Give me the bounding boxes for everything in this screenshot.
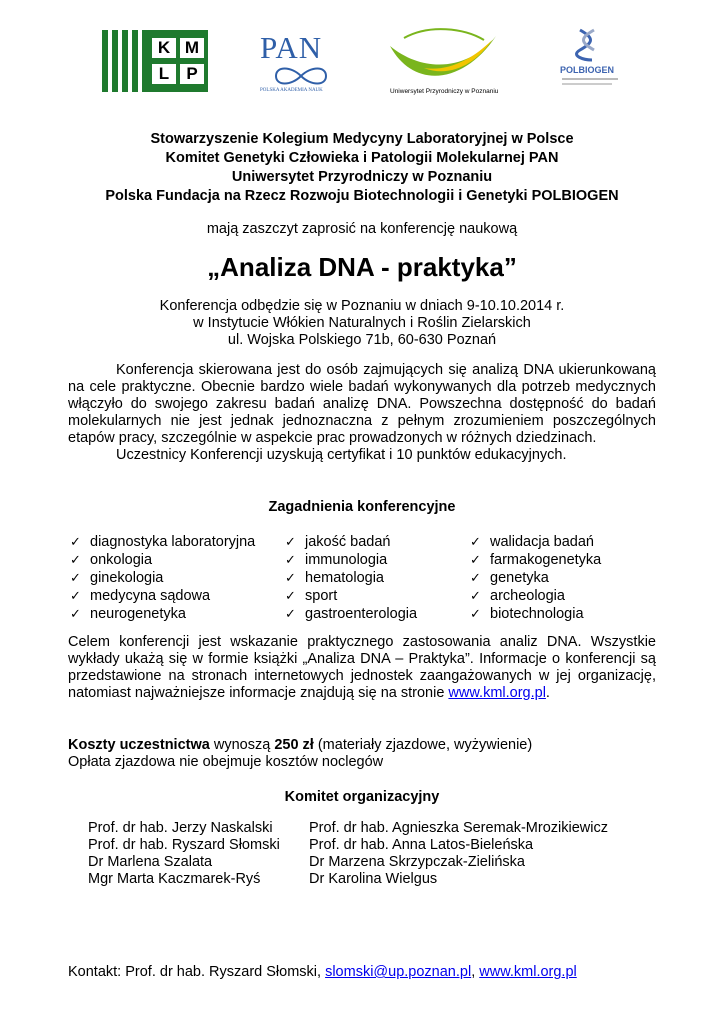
costs-line: Koszty uczestnictwa wynoszą 250 zł (materiały zjazdowe, wyżywienie) bbox=[68, 737, 533, 753]
intro-paragraph: Uczestnicy Konferencji uzyskują certyfikat i 10 punktów edukacyjnych. bbox=[116, 447, 567, 463]
check-icon: ✓ bbox=[470, 606, 481, 621]
check-icon: ✓ bbox=[70, 534, 81, 549]
committee-column bbox=[88, 820, 280, 888]
venue-info bbox=[0, 298, 724, 349]
polbiogen-name: POLBIOGEN bbox=[560, 65, 615, 75]
polbiogen-subtitle-line bbox=[562, 83, 612, 85]
pan-caption: POLSKA AKADEMIA NAUK bbox=[260, 88, 323, 93]
pan-name: PAN bbox=[260, 30, 323, 65]
topic-item: ✓ gastroenterologia bbox=[285, 606, 418, 622]
conference-title: „Analiza DNA - praktyka” bbox=[207, 252, 517, 282]
check-icon: ✓ bbox=[70, 588, 81, 603]
logo-bar bbox=[0, 28, 724, 108]
committee-member: Prof. dr hab. Jerzy Naskalski bbox=[88, 820, 273, 836]
check-icon: ✓ bbox=[285, 588, 296, 603]
venue-line: w Instytucie Włókien Naturalnych i Roślin Zielarskich bbox=[193, 315, 531, 331]
intro-text bbox=[68, 362, 656, 464]
committee-member: Dr Karolina Wielgus bbox=[309, 871, 438, 887]
kml-website-link[interactable]: www.kml.org.pl bbox=[448, 685, 546, 701]
check-icon: ✓ bbox=[470, 552, 481, 567]
topic-item: ✓ genetyka bbox=[470, 570, 549, 586]
kml-letter-p: P bbox=[186, 64, 198, 83]
kml-letter-l: L bbox=[158, 64, 170, 83]
up-swoosh-icon bbox=[384, 28, 502, 88]
organizers bbox=[0, 130, 724, 206]
pan-logo bbox=[252, 28, 342, 98]
check-icon: ✓ bbox=[285, 534, 296, 549]
dna-helix-icon bbox=[574, 28, 600, 62]
goal-end: . bbox=[545, 685, 550, 701]
topics-column bbox=[70, 533, 255, 623]
intro-paragraph: Konferencja skierowana jest do osób zajmujących się analizą DNA ukierunkowaną na cele praktyczne. Obecnie bardzo wiele badań wykonywanych dla potrzeb medycznych włączyło do swojego zakresu badań analizę DNA. Powszechna dostępność do badań molekularnych nie jest jednak jednoznaczna z pełnym zrozumieniem poszczególnych etapów pracy, szczególnie w aspekcie prac prowadzonych w różnych dziedzinach. bbox=[68, 362, 656, 446]
invitation-text: mają zaszczyt zaprosić na konferencję naukową bbox=[206, 221, 518, 237]
committee-member: Mgr Marta Kaczmarek-Ryś bbox=[88, 871, 261, 887]
polbiogen-logo bbox=[560, 28, 624, 104]
up-logo bbox=[384, 28, 502, 102]
check-icon: ✓ bbox=[285, 570, 296, 585]
topic-item: ✓ biotechnologia bbox=[470, 606, 584, 622]
topic-item: ✓ immunologia bbox=[285, 552, 388, 568]
topic-item: ✓ medycyna sądowa bbox=[70, 588, 211, 604]
contact-website-link[interactable]: www.kml.org.pl bbox=[479, 964, 577, 980]
costs-note: Opłata zjazdowa nie obejmuje kosztów noclegów bbox=[68, 754, 384, 770]
committee-member: Prof. dr hab. Agnieszka Seremak-Mrozikiewicz bbox=[309, 820, 608, 836]
venue-line: ul. Wojska Polskiego 71b, 60-630 Poznań bbox=[227, 332, 497, 348]
goal-text: Celem konferencji jest wskazanie praktycznego zastosowania analiz DNA. Wszystkie wykłady ukażą się w formie książki „Analiza DNA – Praktyka”. Informacje o konferencji są przedstawione na stronach internetowych jednostek zaangażowanych w jej organizację, natomiast najważniejsze informacje znajdują się na stronie bbox=[68, 634, 656, 701]
organizer-line: Stowarzyszenie Kolegium Medycyny Laboratoryjnej w Polsce bbox=[150, 131, 574, 147]
topic-item: ✓ neurogenetyka bbox=[70, 606, 186, 622]
kml-letter-k: K bbox=[157, 38, 171, 57]
topic-item: ✓ walidacja badań bbox=[470, 534, 594, 550]
check-icon: ✓ bbox=[70, 570, 81, 585]
topic-item: ✓ diagnostyka laboratoryjna bbox=[70, 534, 256, 550]
check-icon: ✓ bbox=[70, 606, 81, 621]
costs-info bbox=[68, 737, 532, 771]
up-caption: Uniwersytet Przyrodniczy w Poznaniu bbox=[390, 88, 499, 95]
topic-item: ✓ jakość badań bbox=[285, 534, 391, 550]
organizer-line: Polska Fundacja na Rzecz Rozwoju Biotechnologii i Genetyki POLBIOGEN bbox=[105, 188, 619, 204]
topic-item: ✓ archeologia bbox=[470, 588, 565, 604]
topics-heading: Zagadnienia konferencyjne bbox=[268, 499, 456, 515]
costs-label: Koszty uczestnictwa bbox=[68, 737, 210, 753]
pan-infinity-icon bbox=[266, 66, 336, 86]
committee-member: Prof. dr hab. Anna Latos-Bieleńska bbox=[309, 837, 534, 853]
committee-member: Prof. dr hab. Ryszard Słomski bbox=[88, 837, 280, 853]
topics-column bbox=[285, 533, 417, 623]
check-icon: ✓ bbox=[470, 570, 481, 585]
kml-letter-m: M bbox=[184, 38, 200, 57]
topic-item: ✓ hematologia bbox=[285, 570, 384, 586]
organizer-line: Komitet Genetyki Człowieka i Patologii Molekularnej PAN bbox=[165, 150, 559, 166]
venue-line: Konferencja odbędzie się w Poznaniu w dniach 9-10.10.2014 r. bbox=[159, 298, 565, 314]
costs-amount: 250 zł bbox=[274, 737, 314, 753]
topics-column bbox=[470, 533, 601, 623]
check-icon: ✓ bbox=[285, 552, 296, 567]
contact-line: Kontakt: Prof. dr hab. Ryszard Słomski, slomski@up.poznan.pl, www.kml.org.pl bbox=[68, 964, 577, 980]
goal-paragraph bbox=[68, 634, 656, 702]
check-icon: ✓ bbox=[470, 588, 481, 603]
committee-member: Dr Marlena Szalata bbox=[88, 854, 213, 870]
check-icon: ✓ bbox=[470, 534, 481, 549]
check-icon: ✓ bbox=[285, 606, 296, 621]
topic-item: ✓ sport bbox=[285, 588, 338, 604]
topic-item: ✓ ginekologia bbox=[70, 570, 164, 586]
kml-logo bbox=[102, 28, 208, 94]
contact-email-link[interactable]: slomski@up.poznan.pl bbox=[325, 964, 472, 980]
polbiogen-subtitle-line bbox=[562, 78, 618, 80]
committee-heading: Komitet organizacyjny bbox=[284, 789, 440, 805]
contact-label: Kontakt: Prof. dr hab. Ryszard Słomski, bbox=[68, 964, 326, 980]
topic-item: ✓ onkologia bbox=[70, 552, 153, 568]
check-icon: ✓ bbox=[70, 552, 81, 567]
topic-item: ✓ farmakogenetyka bbox=[470, 552, 602, 568]
organizer-line: Uniwersytet Przyrodniczy w Poznaniu bbox=[231, 169, 493, 185]
committee-column bbox=[309, 820, 608, 888]
committee-member: Dr Marzena Skrzypczak-Zielińska bbox=[309, 854, 525, 870]
